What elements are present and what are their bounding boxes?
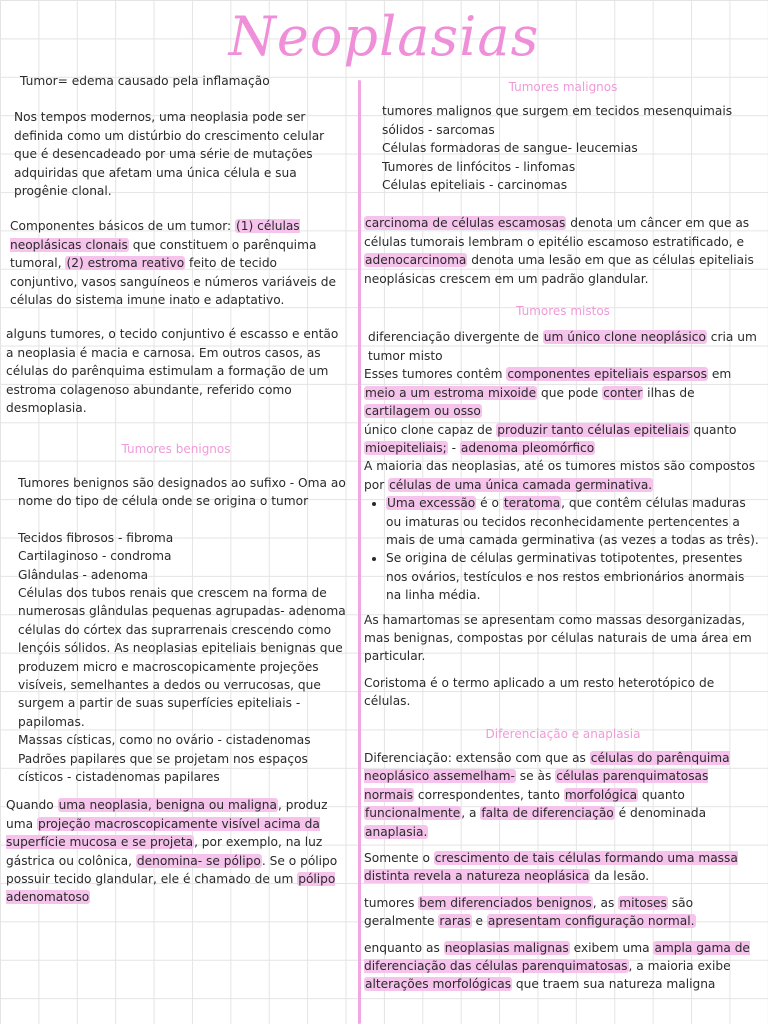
benign-differentiation-paragraph: [364, 894, 762, 931]
highlight: teratoma: [503, 496, 561, 511]
section-heading-differentiation: Diferenciação e anaplasia: [485, 726, 641, 741]
section-heading-mixed: Tumores mistos: [516, 304, 610, 319]
list-item: Cartilaginoso - condroma: [18, 549, 172, 564]
highlight: anaplasia.: [365, 824, 428, 839]
text-span: Somente o: [364, 851, 434, 866]
list-item: Padrões papilares que se projetam nos espaços císticos - cistadenomas papilares: [18, 751, 308, 784]
highlight: mioepiteliais;: [365, 440, 447, 455]
text-span: quanto: [689, 422, 737, 437]
text-span: exibem uma: [569, 940, 654, 955]
left-column: [6, 0, 346, 907]
malignant-examples: [364, 102, 762, 194]
text-span: ilhas de: [643, 385, 695, 400]
text-span: Componentes básicos de um tumor:: [10, 219, 235, 234]
text-span: feito de tecido conjuntivo, vasos sanguíneos e números variáveis de células do sistema imune inato e adaptativo.: [10, 256, 337, 308]
neoplasia-definition: Nos tempos modernos, uma neoplasia pode ser definida como um distúrbio do crescimento celular que é desencadeado por uma série de mutações adquiridas que afetam uma única célula e sua progênie clonal.: [14, 110, 325, 199]
highlight: (2) estroma reativo: [66, 256, 185, 271]
highlight: adenocarcinoma: [365, 253, 467, 268]
text-span: Esses tumores contêm: [364, 367, 507, 382]
list-item: Glândulas - adenoma: [18, 567, 149, 582]
highlight: crescimento de tais células formando uma massa distinta revela a natureza neoplásica: [364, 851, 738, 884]
text-span: se às: [515, 769, 556, 784]
highlight: células de uma única camada germinativa.: [389, 477, 653, 492]
text-span: -: [447, 440, 460, 455]
text-span: único clone capaz de: [364, 422, 497, 437]
benign-intro: Tumores benignos são designados ao sufixo - Oma ao nome do tipo de célula onde se origina o tumor: [18, 475, 346, 509]
text-span: , a maioria exibe: [628, 959, 731, 974]
benign-examples: [6, 529, 346, 787]
highlight: mitoses: [619, 895, 667, 910]
mixed-tumor-clone: [364, 421, 762, 458]
highlight: uma neoplasia, benigna ou maligna: [58, 798, 277, 813]
text-span: , as: [592, 895, 619, 910]
text-span: são geralmente: [364, 895, 694, 929]
highlight: pólipo adenomatoso: [6, 872, 336, 905]
highlight: apresentam configuração normal.: [487, 914, 695, 929]
text-span: . Se o pólipo possuir tecido glandular, ele é chamado de um: [6, 853, 338, 887]
text-span: cria um tumor misto: [368, 330, 757, 363]
list-item: Tumores de linfócitos - linfomas: [382, 159, 576, 174]
text-span: denota uma lesão em que as células epiteliais neoplásicas crescem em um padrão glandular.: [364, 253, 754, 286]
highlight: meio a um estroma mixoide: [365, 385, 537, 400]
section-heading-benign: Tumores benignos: [121, 441, 231, 456]
desmoplasia-paragraph: alguns tumores, o tecido conjuntivo é escasso e então a neoplasia é macia e carnosa. Em outros casos, as células do parênquima estimulam a formação de um estroma colagenoso abundante, referido como desmoplasia.: [6, 327, 339, 416]
highlight: bem diferenciados benignos: [419, 895, 592, 910]
text-span: Diferenciação: extensão com que as: [364, 751, 590, 765]
list-item: • Se origina de células germinativas totipotentes, presentes nos ovários, testículos e nos restos embrionários anormais na linha média.: [386, 549, 762, 604]
highlight: um único clone neoplásico: [543, 330, 706, 345]
mixed-tumor-origin: [364, 328, 762, 365]
text-span: da lesão.: [590, 869, 650, 884]
list-item: [386, 494, 762, 549]
tumor-definition: Tumor= edema causado pela inflamação: [20, 74, 270, 88]
list-item: Células formadoras de sangue- leucemias: [382, 141, 638, 156]
highlight: denomina- se pólipo: [136, 853, 261, 868]
highlight: componentes epiteliais esparsos: [507, 367, 707, 382]
mixed-tumor-components: [364, 365, 762, 420]
text-span: é o: [476, 496, 503, 511]
highlight: projeção macroscopicamente visível acima da superfície mucosa e se projeta: [6, 816, 320, 850]
differentiation-definition: [364, 749, 762, 841]
text-span: tumores: [364, 895, 419, 910]
list-item: Tecidos fibrosos - fibroma: [18, 530, 174, 545]
text-span: correspondentes, tanto: [414, 787, 564, 802]
highlight: conter: [603, 385, 643, 400]
text-span: A maioria das neoplasias, até os tumores mistos são compostos por: [364, 459, 756, 492]
highlight: Uma excessão: [387, 496, 476, 511]
hamartoma-paragraph: As hamartomas se apresentam como massas desorganizadas, mas benignas, compostas por células naturais de uma área em particular.: [364, 612, 752, 664]
highlight: cartilagem ou osso: [365, 404, 481, 419]
highlight: alterações morfológicas: [365, 977, 512, 992]
text-span: que traem sua natureza maligna: [512, 977, 716, 992]
highlight: falta de diferenciação: [481, 806, 614, 821]
neoplastic-nature-paragraph: [364, 849, 762, 886]
text-span: denota um câncer em que as células tumorais lembram o epitélio escamoso estratificado, e: [364, 216, 750, 249]
list-item: Células epiteliais - carcinomas: [382, 178, 568, 193]
section-heading-malignant: Tumores malignos: [508, 80, 618, 94]
list-item: tumores malignos que surgem em tecidos mesenquimais sólidos - sarcomas: [382, 104, 733, 137]
highlight: (1) células neoplásicas clonais: [10, 219, 300, 252]
polyp-paragraph: [6, 796, 346, 906]
highlight: raras: [439, 914, 471, 929]
text-span: , por exemplo, na luz gástrica ou colônica,: [6, 835, 323, 868]
teratoma-list: [364, 494, 762, 604]
page-title: Neoplasias: [228, 5, 540, 68]
mixed-tumor-germ-layer: [364, 457, 762, 494]
text-span: quanto: [638, 787, 685, 802]
text-span: enquanto as: [364, 940, 444, 955]
malignant-differentiation-paragraph: [364, 939, 762, 994]
highlight: carcinoma de células escamosas: [365, 216, 566, 231]
tumor-components: [6, 217, 346, 309]
highlight: funcionalmente: [365, 806, 461, 821]
text-span: Quando: [6, 798, 58, 813]
highlight: células do parênquima neoplásico assemelham-: [364, 751, 730, 784]
column-divider: [358, 80, 361, 1024]
text-span: , que contêm células maduras ou imaturas ou tecidos reconhecidamente pertencentes a mais de uma camada germinativa (as vezes a todas as três).: [386, 496, 759, 547]
list-item: Células dos tubos renais que crescem na forma de numerosas glândulas pequenas agrupadas- adenoma: [18, 585, 346, 619]
text-span: , produz uma: [6, 798, 328, 831]
text-span: que pode: [537, 385, 603, 400]
highlight: neoplasias malignas: [444, 940, 569, 955]
text-span: que constituem o parênquima tumoral,: [10, 237, 317, 271]
text-span: em: [707, 367, 732, 382]
text-span: diferenciação divergente de: [368, 330, 543, 345]
highlight: morfológica: [564, 787, 638, 802]
list-item: Massas císticas, como no ovário - cistadenomas: [18, 733, 311, 748]
list-item: células do córtex das suprarrenais crescendo como lençóis sólidos. As neoplasias epiteliais benignas que produzem micro e macroscopicamente projeções visíveis, semelhantes a dedos ou verrucosas, que surgem a partir de suas superfícies epiteliais - papilomas.: [18, 622, 343, 729]
coristoma-paragraph: Coristoma é o termo aplicado a um resto heterotópico de células.: [364, 675, 715, 709]
highlight: ampla gama de diferenciação das células parenquimatosas: [364, 940, 750, 974]
text-span: , a: [461, 806, 481, 821]
carcinoma-paragraph: [364, 214, 762, 288]
highlight: produzir tanto células epiteliais: [497, 422, 689, 437]
right-column: [364, 0, 762, 994]
text-span: e: [471, 914, 487, 929]
highlight: adenoma pleomórfico: [460, 440, 595, 455]
highlight: células parenquimatosas normais: [364, 769, 709, 802]
text-span: é denominada: [614, 806, 707, 821]
